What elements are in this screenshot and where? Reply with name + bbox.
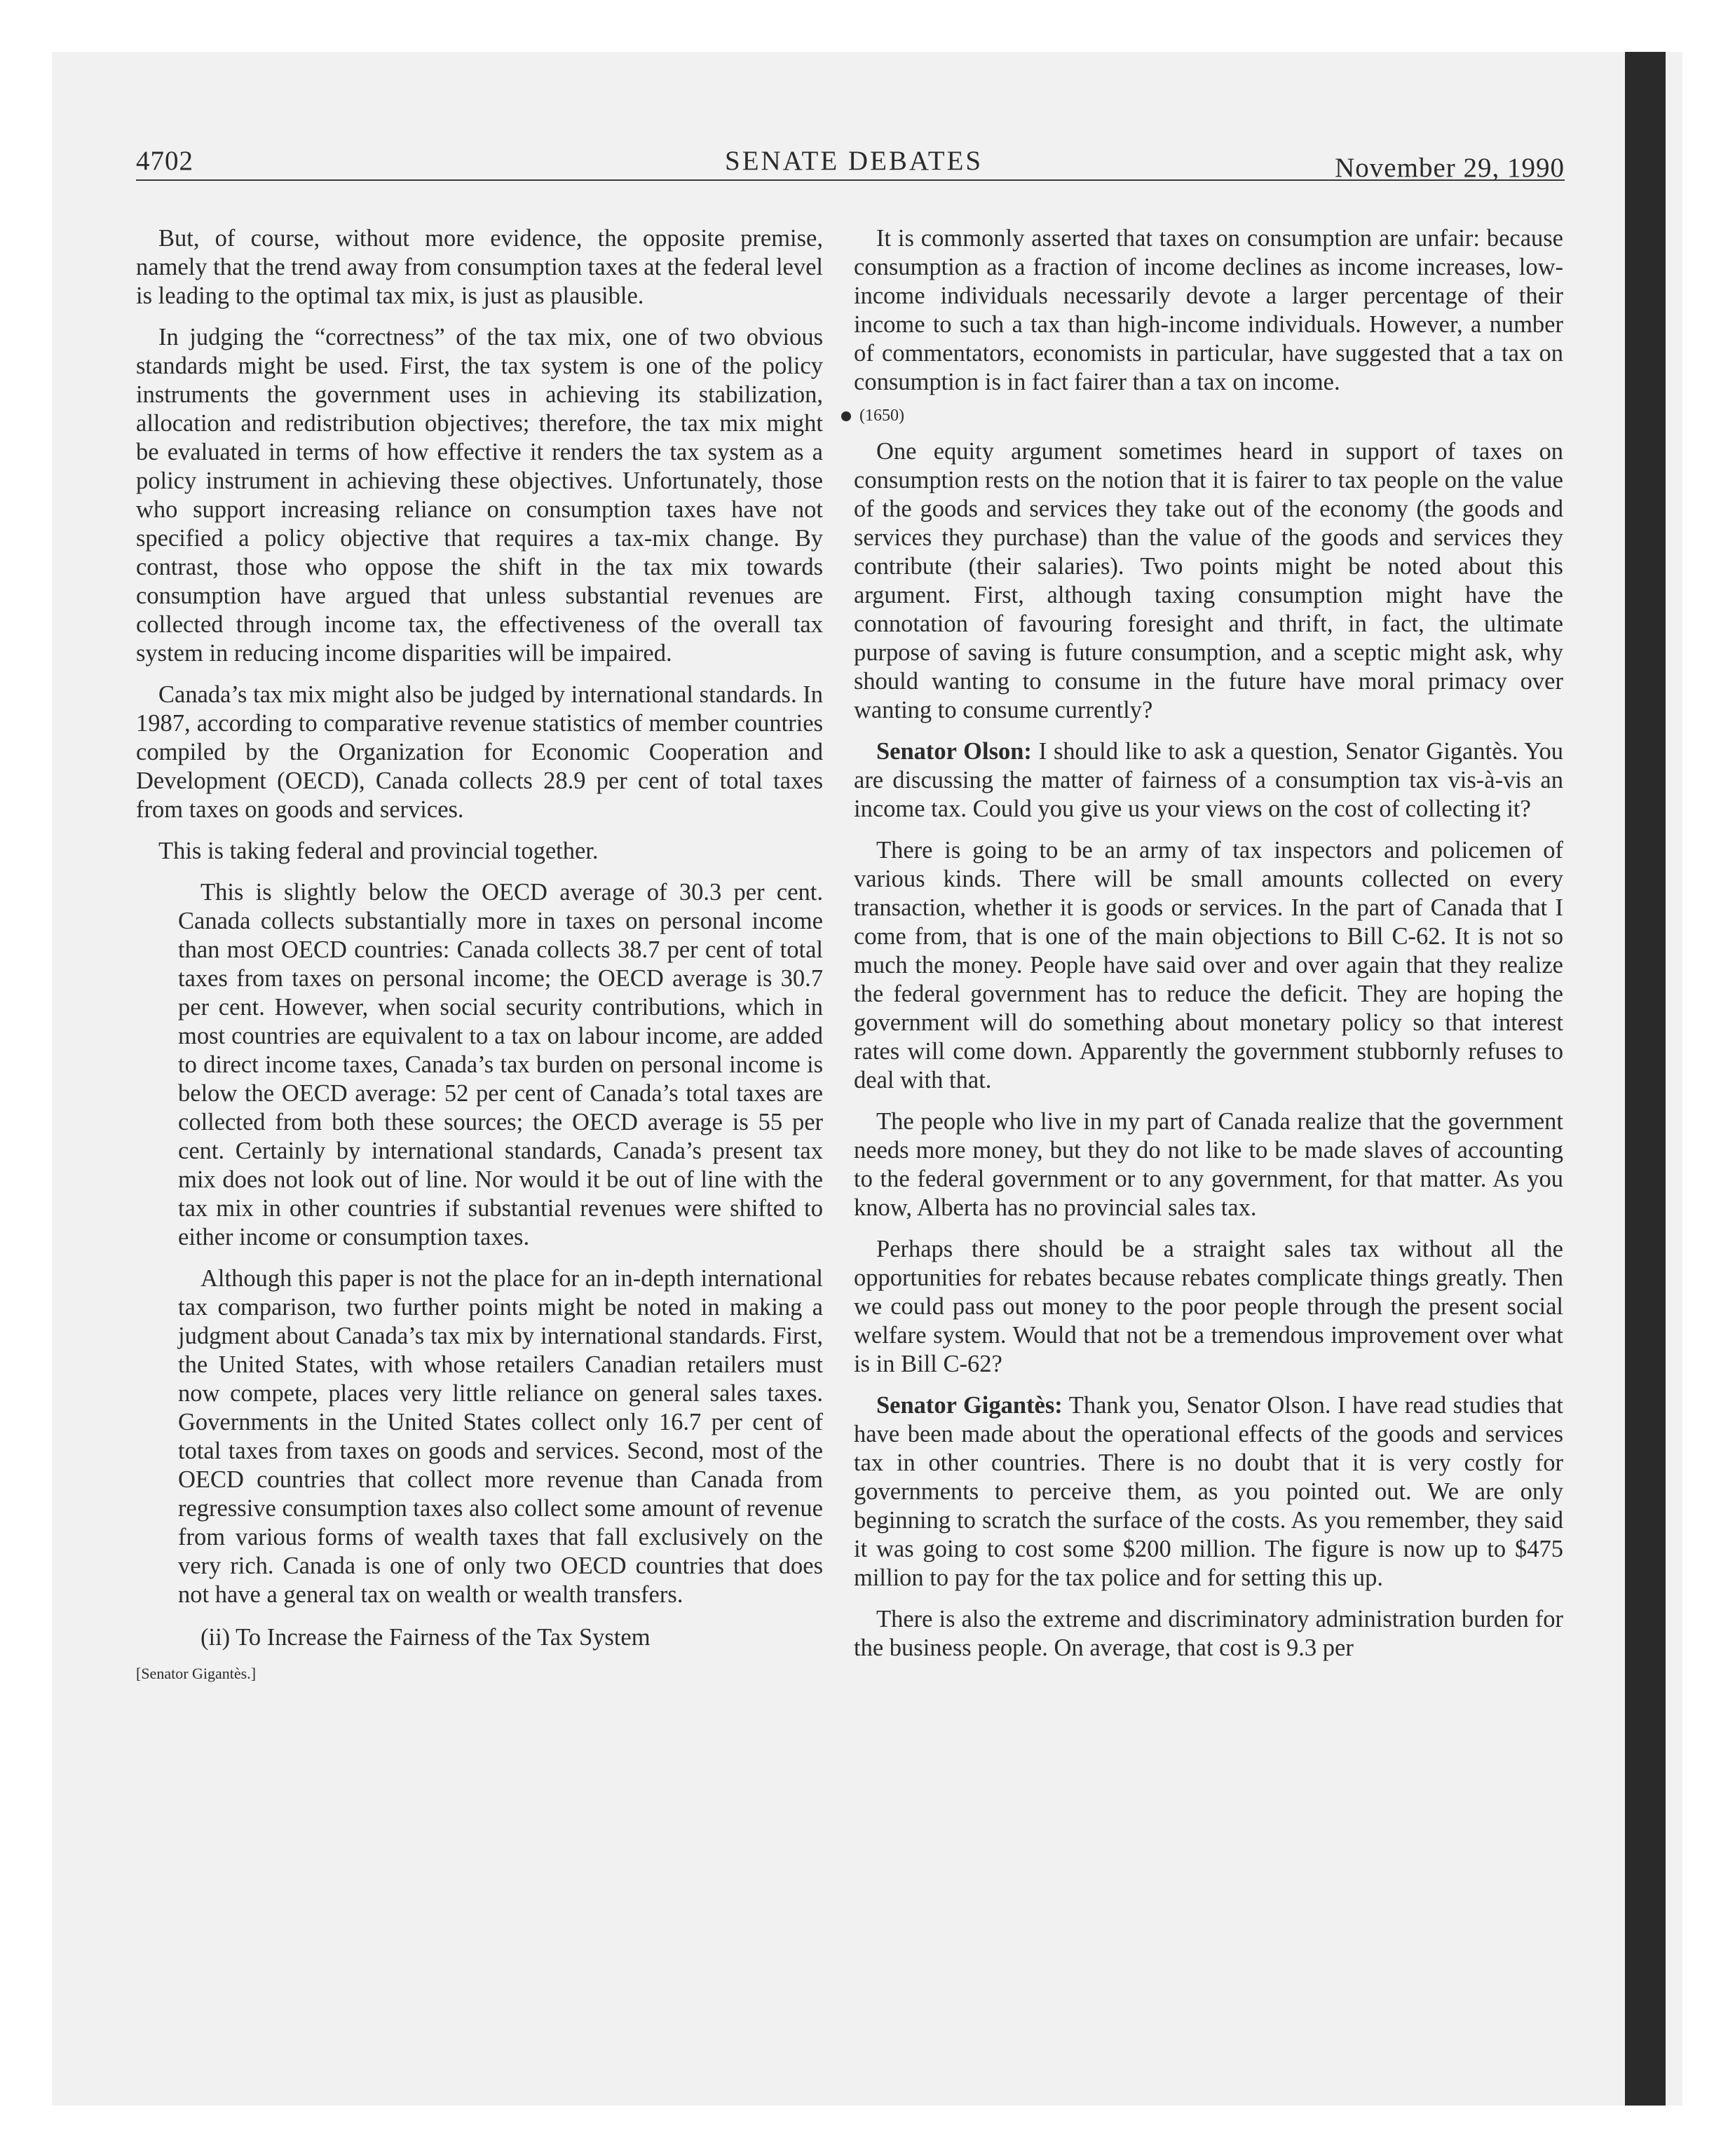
paragraph: But, of course, without more evidence, the opposite premise, namely that the trend away from consumption taxes at the federal level is leading to the optimal tax mix, is just as plausible. <box>136 225 824 309</box>
quoted-paragraph: Although this paper is not the place for an in-depth international tax comparison, two further points might be noted in making a judgment about Canada’s tax mix by international standards. First, the United States, with whose retailers Canadian retailers must now compete, places very little reliance on general sales taxes. Governments in the United States collect only 16.7 per cent of total taxes from taxes on goods and services. Second, most of the OECD countries that collect more revenue than Canada from regressive consumption taxes also collect some amount of revenue from various forms of wealth taxes that fall exclusively on the very rich. Canada is one of only two OECD countries that does not have a general tax on wealth or wealth transfers. <box>178 1265 823 1608</box>
speech-text: I should like to ask a question, Senator Gigantès. You are discussing the matter of fairness of a consumption tax vis-à-vis an income tax. Could you give us your views on the cost of collecting it? <box>854 738 1564 822</box>
right-column <box>854 224 1563 1675</box>
speaker-name: Senator Gigantès: <box>876 1392 1063 1419</box>
paragraph: There is going to be an army of tax inspectors and policemen of various kinds. There will be small amounts collected on every transaction, whether it is goods or services. In the part of Canada that I come from, that is one of the main objections to Bill C-62. It is not so much the money. People have said over and over again that they realize the federal government has to reduce the deficit. They are hoping the government will do something about monetary policy so that interest rates will come down. Apparently the government stubbornly refuses to deal with that. <box>854 837 1563 1093</box>
speaker-signature: [Senator Gigantès.] <box>136 1665 257 1682</box>
section-heading: (ii) To Increase the Fairness of the Tax System <box>200 1624 651 1651</box>
left-column <box>136 224 823 1696</box>
page-date: November 29, 1990 <box>1335 153 1565 183</box>
paragraph: Perhaps there should be a straight sales tax without all the opportunities for rebates because rebates complicate things greatly. Then we could pass out money to the poor people through the present social welfare system. Would that not be a tremendous improvement over what is in Bill C-62? <box>854 1236 1563 1377</box>
paragraph: There is also the extreme and discriminatory administration burden for the business people. On average, that cost is 9.3 per <box>854 1606 1563 1661</box>
paragraph: In judging the “correctness” of the tax mix, one of two obvious standards might be used. First, the tax system is one of the policy instruments the government uses in achieving its stabilization, allocation and redistribution objectives; therefore, the tax mix might be evaluated in terms of how effective it renders the tax system as a policy instrument in achieving these objectives. Unfortunately, those who support increasing reliance on consumption taxes have not specified a policy objective that requires a tax-mix change. By contrast, those who oppose the shift in the tax mix towards consumption have argued that unless substantial revenues are collected through income tax, the effectiveness of the overall tax system in reducing income disparities will be impaired. <box>136 324 823 667</box>
publication-title: SENATE DEBATES <box>725 146 984 176</box>
time-marker <box>841 405 1563 426</box>
paragraph: One equity argument sometimes heard in support of taxes on consumption rests on the notion that it is fairer to tax people on the value of the goods and services they take out of the economy (the goods and services they purchase) than the value of the goods and services they contribute (their salaries). Two points might be noted about this argument. First, although taxing consumption might have the connotation of favouring foresight and thrift, in fact, the ultimate purpose of saving is future consumption, and a sceptic might ask, why should wanting to consume in the future have moral primacy over wanting to consume currently? <box>854 438 1563 723</box>
bullet-icon <box>841 411 851 421</box>
page-number: 4702 <box>136 146 193 176</box>
speaker-paragraph <box>854 1391 1563 1592</box>
paragraph: Canada’s tax mix might also be judged by international standards. In 1987, according to comparative revenue statistics of member countries compiled by the Organization for Economic Cooperation and Development (OECD), Canada collects 28.9 per cent of total taxes from taxes on goods and services. <box>136 681 823 823</box>
speaker-paragraph <box>854 737 1563 824</box>
paragraph: It is commonly asserted that taxes on consumption are unfair: because consumption as a fraction of income declines as income increases, low-income individuals necessarily devote a larger percentage of their income to such a tax than high-income individuals. However, a number of commentators, economists in particular, have suggested that a tax on consumption is in fact fairer than a tax on income. <box>854 225 1563 395</box>
quoted-paragraph: This is slightly below the OECD average of 30.3 per cent. Canada collects substantially more in taxes on personal income than most OECD countries: Canada collects 38.7 per cent of total taxes from taxes on personal income; the OECD average is 30.7 per cent. However, when social security contributions, which in most countries are equivalent to a tax on labour income, are added to direct income taxes, Canada’s tax burden on personal income is below the OECD average: 52 per cent of Canada’s total taxes are collected from both these sources; the OECD average is 55 per cent. Certainly by international standards, Canada’s present tax mix does not look out of line. Nor would it be out of line with the tax mix in other countries if substantial revenues were shifted to either income or consumption taxes. <box>178 879 823 1250</box>
time-marker-label: (1650) <box>859 407 904 425</box>
page-header <box>136 140 1565 181</box>
speech-text: Thank you, Senator Olson. I have read studies that have been made about the operational effects of the goods and services tax in other countries. There is no doubt that it is very costly for governments to perceive them, as you pointed out. We are only beginning to scratch the surface of the costs. As you remember, they said it was going to cost some $200 million. The figure is now up to $475 million to pay for the tax police and for setting this up. <box>854 1392 1563 1591</box>
scan-edge-bar <box>1625 52 1666 2106</box>
speaker-name: Senator Olson: <box>876 738 1032 765</box>
paragraph: The people who live in my part of Canada realize that the government needs more money, but they do not like to be made slaves of accounting to the federal government or to any government, for that matter. As you know, Alberta has no provincial sales tax. <box>854 1108 1563 1221</box>
paragraph: This is taking federal and provincial together. <box>158 838 599 864</box>
